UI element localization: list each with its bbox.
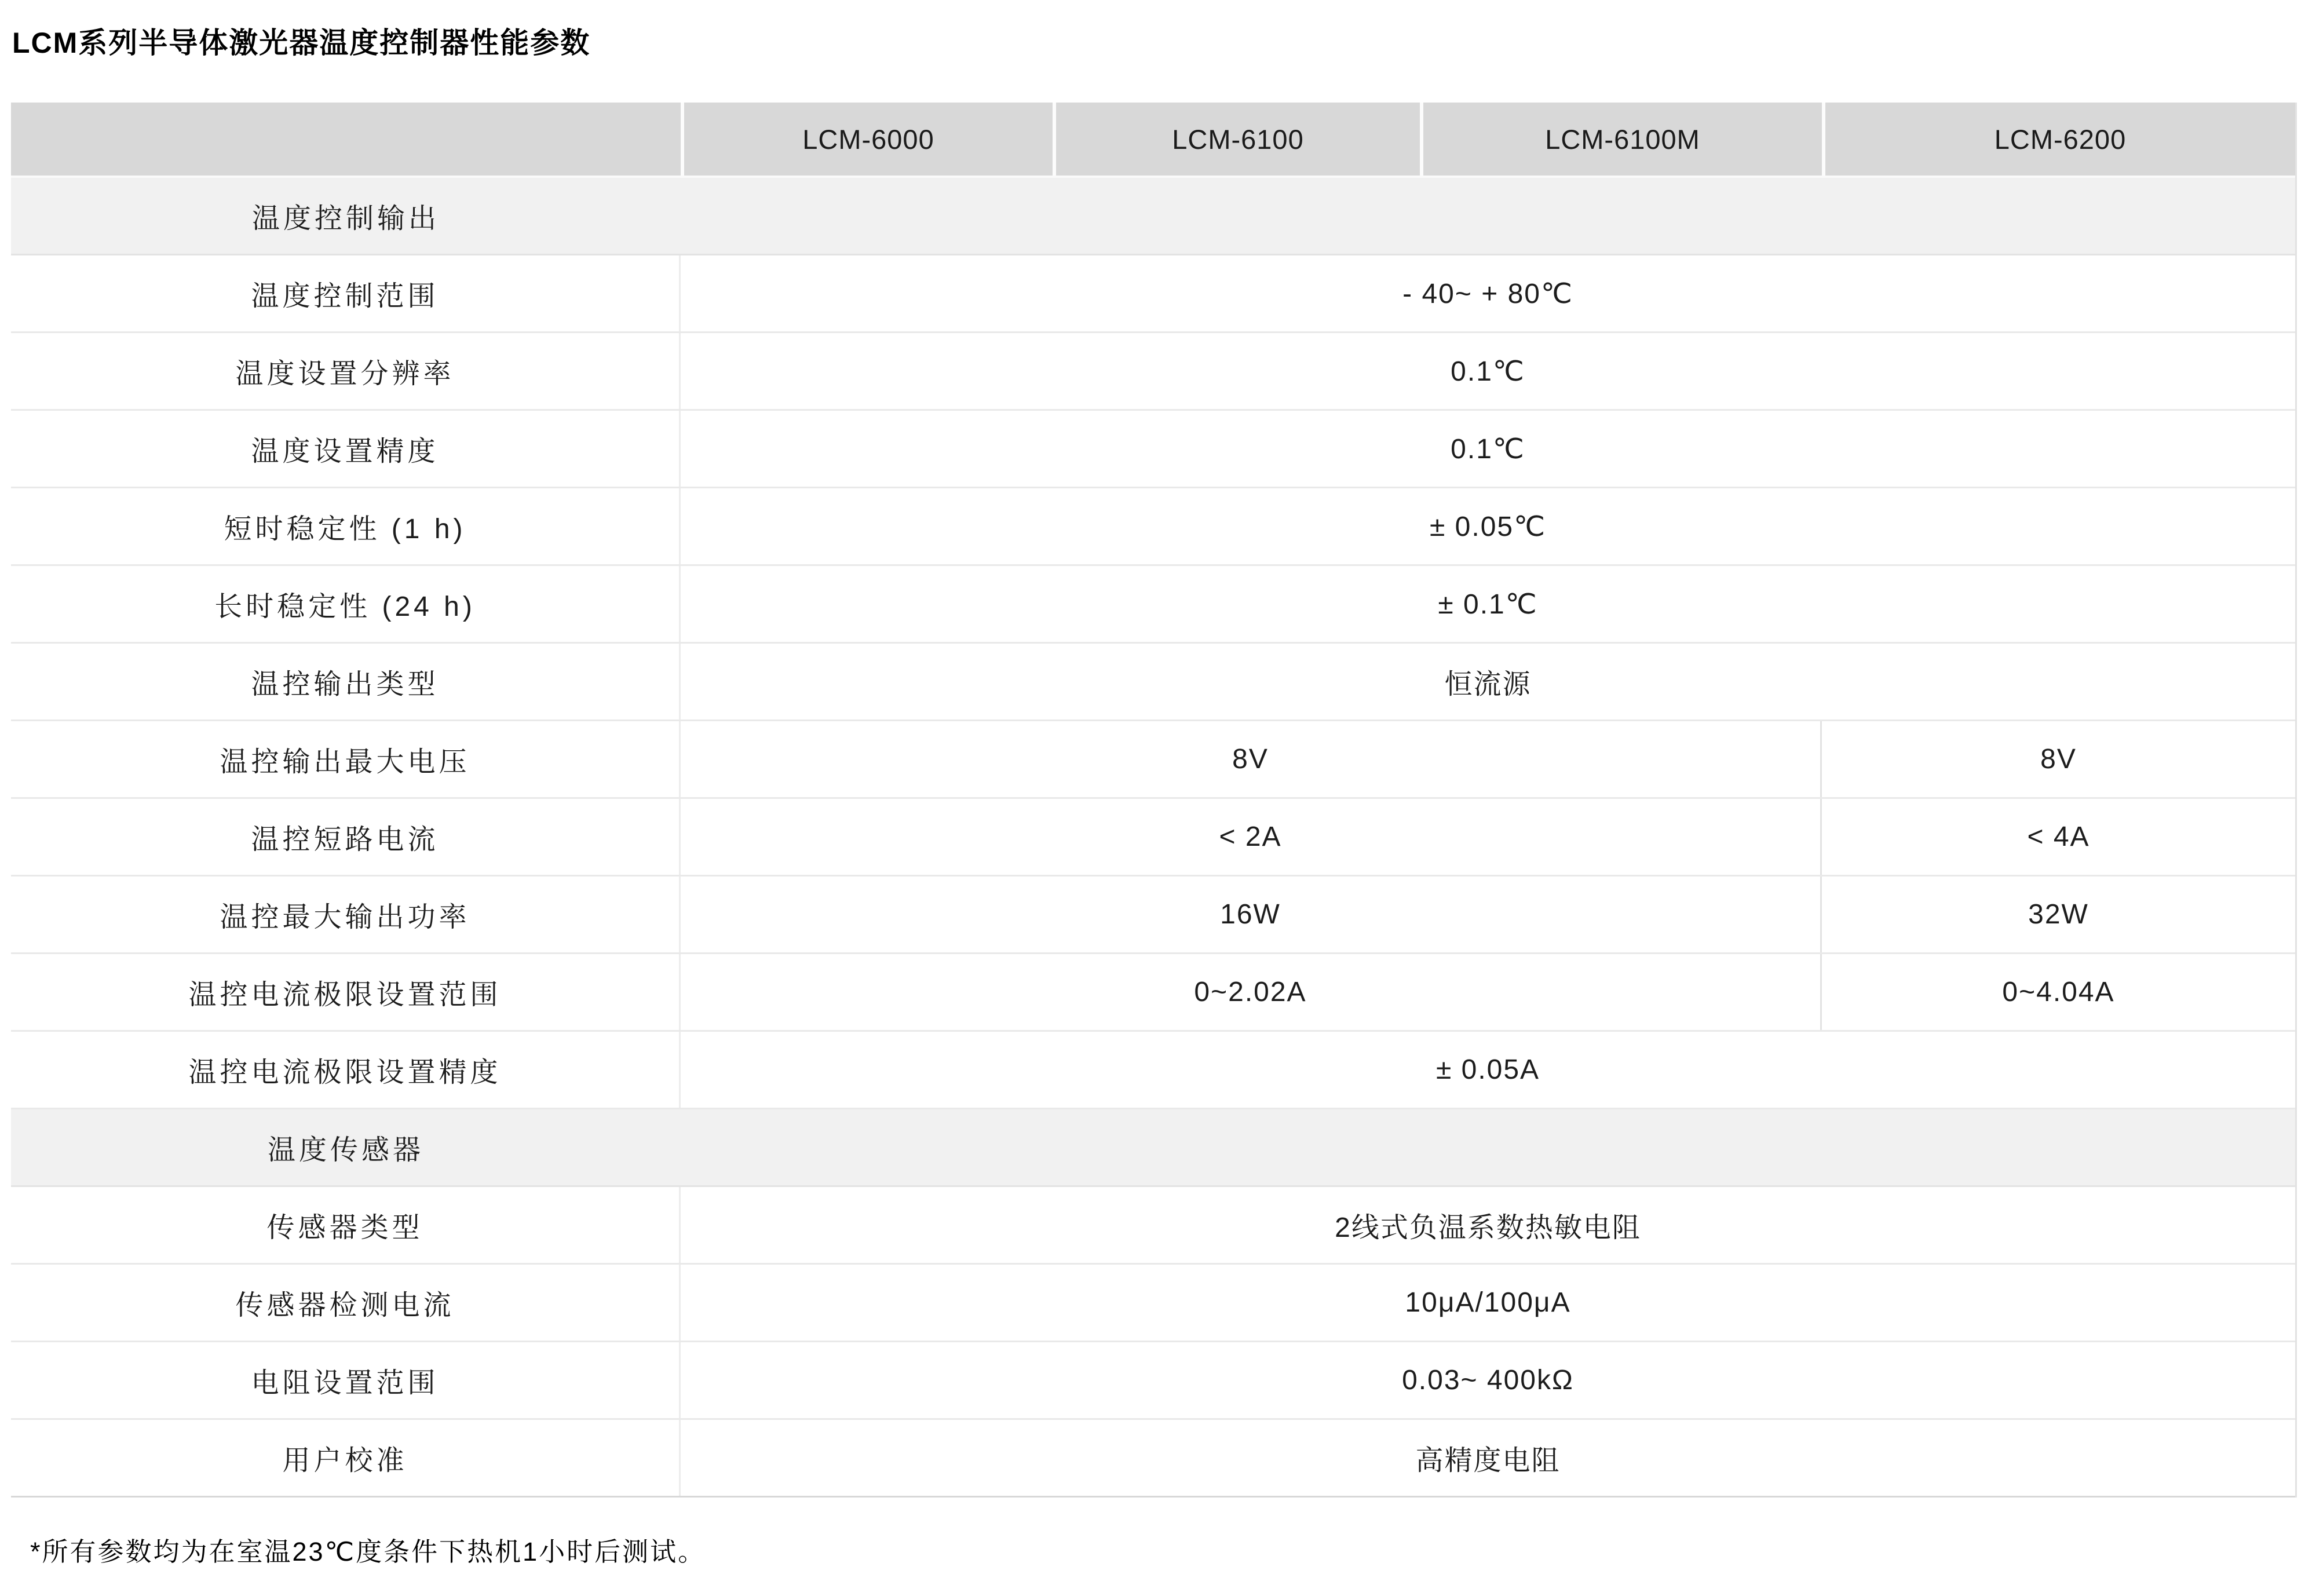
header-model-lcm-6200: LCM-6200 — [1822, 103, 2295, 176]
row-label: 温控最大输出功率 — [11, 876, 681, 952]
spec-table — [11, 103, 2297, 1498]
row-value: 0.1℃ — [1451, 356, 1525, 387]
row-value-6200: 0~4.04A — [2002, 977, 2115, 1007]
row-value: 2线式负温系数热敏电阻 — [1335, 1212, 1641, 1243]
row-value: 10μA/100μA — [1405, 1287, 1571, 1318]
row-label: 温度设置分辨率 — [11, 333, 681, 409]
row-value: - 40~ + 80℃ — [1402, 278, 1573, 309]
row-temp-set-accuracy — [11, 411, 2295, 488]
section-label: 温度控制输出 — [251, 203, 440, 234]
row-label: 用户校准 — [11, 1420, 681, 1496]
section-temp-control-output — [11, 178, 2295, 255]
row-value: 恒流源 — [1444, 669, 1532, 700]
row-sensor-sense-current — [11, 1265, 2295, 1342]
row-user-calibration — [11, 1420, 2295, 1498]
row-label: 温度控制范围 — [11, 255, 681, 331]
row-label: 温度设置精度 — [11, 411, 681, 487]
footnote: *所有参数均为在室温23℃度条件下热机1小时后测试。 — [30, 1537, 706, 1566]
row-value: ± 0.1℃ — [1438, 589, 1538, 620]
row-value: 0.03~ 400kΩ — [1402, 1365, 1574, 1396]
row-value-6200: < 4A — [2027, 821, 2090, 852]
section-label: 温度传感器 — [267, 1135, 424, 1166]
row-tec-current-limit-accuracy — [11, 1032, 2295, 1109]
page-title: LCM系列半导体激光器温度控制器性能参数 — [12, 27, 591, 59]
row-label: 温控电流极限设置范围 — [11, 954, 681, 1030]
row-tec-max-output-power — [11, 876, 2295, 954]
row-value-6200: 8V — [2040, 744, 2077, 775]
row-value-6000-6100m: < 2A — [681, 799, 1822, 875]
header-param-cell — [11, 103, 681, 176]
row-tec-current-limit-range — [11, 954, 2295, 1032]
row-label: 温控输出类型 — [11, 644, 681, 720]
row-resistance-set-range — [11, 1342, 2295, 1420]
header-model-lcm-6100: LCM-6100 — [1053, 103, 1420, 176]
header-model-lcm-6100m: LCM-6100M — [1420, 103, 1822, 176]
row-label: 短时稳定性 (1 h) — [11, 488, 681, 564]
row-value: ± 0.05℃ — [1429, 511, 1546, 542]
row-label: 传感器检测电流 — [11, 1265, 681, 1341]
row-label: 传感器类型 — [11, 1187, 681, 1263]
row-label: 电阻设置范围 — [11, 1342, 681, 1418]
row-value-6000-6100m: 16W — [681, 876, 1822, 952]
row-temp-control-range — [11, 255, 2295, 333]
row-sensor-type — [11, 1187, 2295, 1265]
row-label: 温控输出最大电压 — [11, 721, 681, 797]
header-model-lcm-6000: LCM-6000 — [681, 103, 1053, 176]
row-short-term-stability — [11, 488, 2295, 566]
row-value: 0.1℃ — [1451, 433, 1525, 465]
row-label: 长时稳定性 (24 h) — [11, 566, 681, 642]
row-value: ± 0.05A — [1435, 1054, 1540, 1085]
row-value-6000-6100m: 0~2.02A — [681, 954, 1822, 1030]
row-value: 高精度电阻 — [1415, 1445, 1561, 1476]
section-temp-sensor — [11, 1109, 2295, 1187]
row-label: 温控电流极限设置精度 — [11, 1032, 681, 1108]
row-temp-set-resolution — [11, 333, 2295, 411]
row-value-6000-6100m: 8V — [681, 721, 1822, 797]
row-value-6200: 32W — [2028, 899, 2089, 930]
row-tec-max-output-voltage — [11, 721, 2295, 799]
table-header-row — [11, 103, 2295, 178]
row-long-term-stability — [11, 566, 2295, 644]
row-label: 温控短路电流 — [11, 799, 681, 875]
row-tec-output-type — [11, 644, 2295, 721]
row-tec-short-circuit-current — [11, 799, 2295, 876]
